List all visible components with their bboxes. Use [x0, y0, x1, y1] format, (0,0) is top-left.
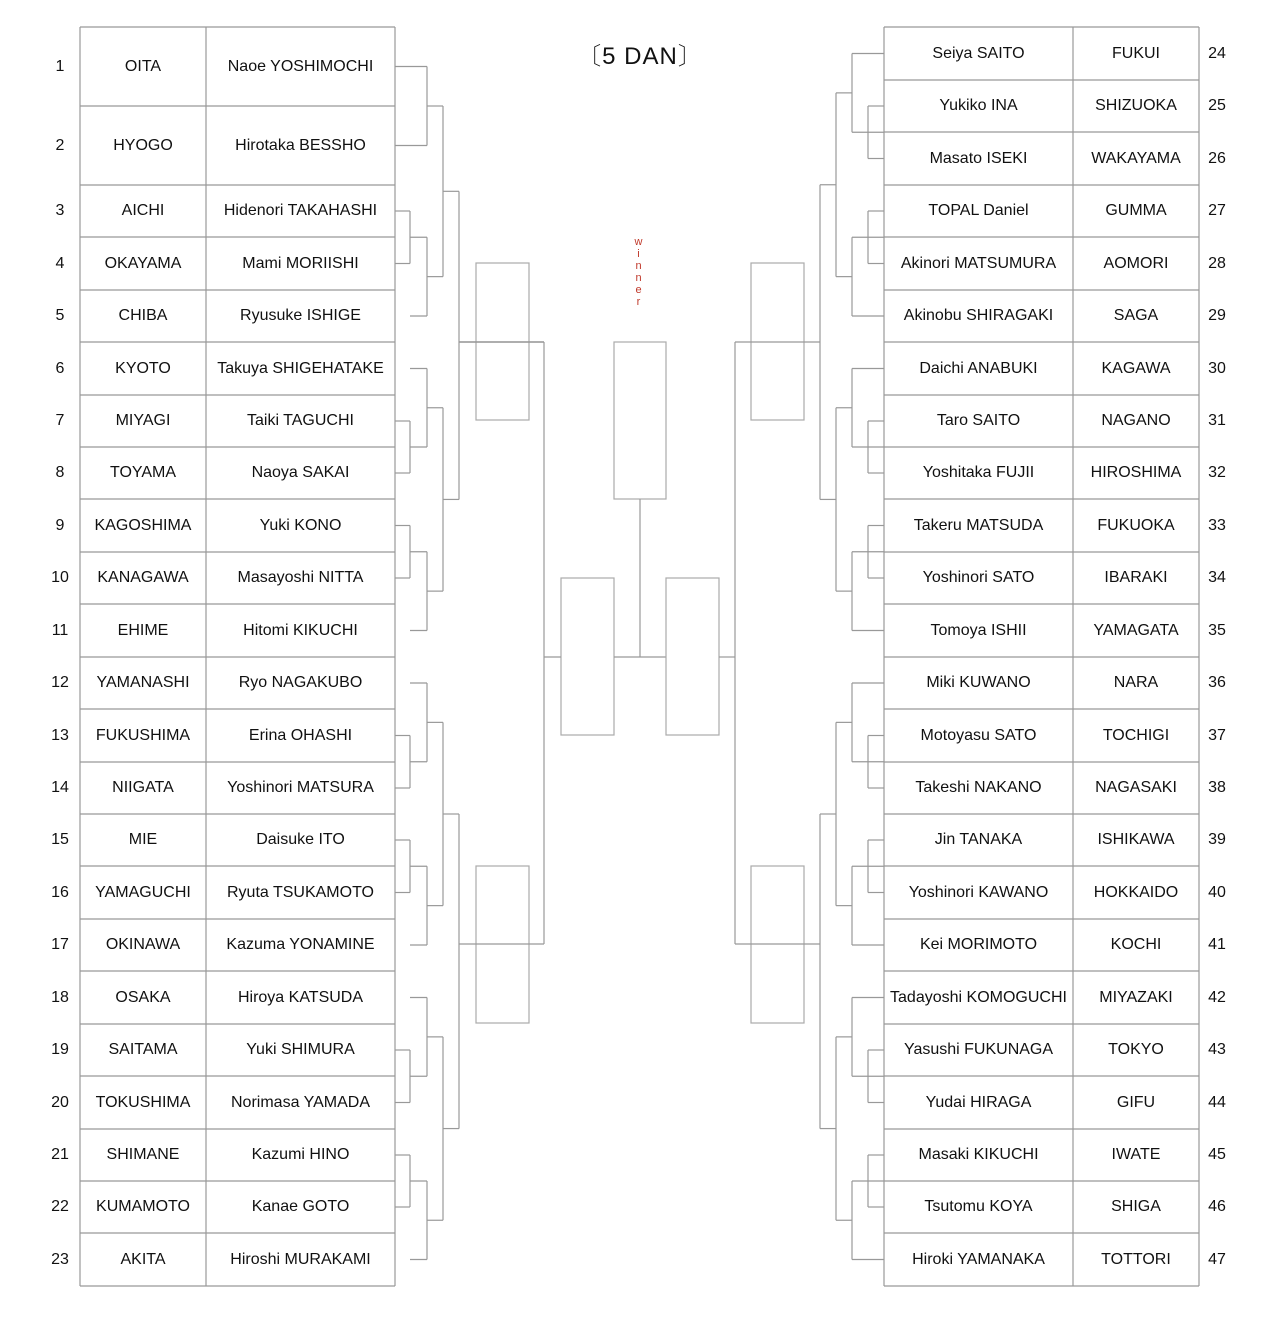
- player-name-cell: Hirotaka BESSHO: [235, 136, 366, 154]
- seed-number: 24: [1208, 44, 1226, 62]
- prefecture-cell: TOYAMA: [109, 464, 177, 481]
- player-name-cell: Masayoshi NITTA: [237, 569, 364, 586]
- player-name-cell: Taro SAITO: [936, 412, 1021, 429]
- seed-number: 1: [55, 57, 65, 75]
- seed-number: 29: [1208, 307, 1226, 324]
- prefecture-cell: OKINAWA: [105, 936, 181, 953]
- seed-number: 31: [1208, 412, 1226, 429]
- seed-number: 11: [51, 621, 69, 639]
- seed-number: 20: [51, 1093, 69, 1111]
- player-name-cell: Tsutomu KOYA: [924, 1198, 1033, 1215]
- player-name-cell: Mami MORIISHI: [242, 254, 359, 272]
- player-name-cell: Ryo NAGAKUBO: [238, 674, 363, 691]
- seed-number: 22: [51, 1198, 69, 1215]
- prefecture-cell: KANAGAWA: [97, 569, 189, 586]
- seed-number: 40: [1208, 883, 1226, 901]
- seed-number: 15: [51, 831, 69, 848]
- prefecture-cell: SHIZUOKA: [1095, 97, 1177, 114]
- player-name-cell: Hitomi KIKUCHI: [243, 621, 358, 639]
- seed-number: 23: [51, 1250, 69, 1268]
- seed-number: 30: [1208, 359, 1226, 377]
- prefecture-cell: NARA: [1113, 674, 1159, 691]
- seed-number: 32: [1208, 464, 1226, 481]
- player-name-cell: Takeshi NAKANO: [915, 779, 1042, 796]
- seed-number: 37: [1208, 726, 1226, 744]
- player-name-cell: Hidenori TAKAHASHI: [223, 202, 378, 219]
- prefecture-cell: KAGOSHIMA: [94, 516, 192, 534]
- prefecture-cell: YAMAGUCHI: [95, 883, 191, 901]
- player-name-cell: Norimasa YAMADA: [231, 1093, 370, 1111]
- seed-number: 42: [1208, 988, 1226, 1006]
- seed-number: 21: [51, 1146, 69, 1163]
- prefecture-cell: NIIGATA: [112, 779, 174, 796]
- player-name-cell: Ryusuke ISHIGE: [240, 307, 361, 324]
- player-name-cell: Yukiko INA: [939, 97, 1018, 114]
- prefecture-cell: MIYAZAKI: [1099, 988, 1173, 1006]
- player-name-cell: Kazumi HINO: [251, 1146, 350, 1163]
- player-name-cell: Tadayoshi KOMOGUCHI: [890, 988, 1067, 1006]
- player-name-cell: Takeru MATSUDA: [913, 516, 1044, 534]
- player-name-cell: Yuki SHIMURA: [246, 1041, 355, 1058]
- seed-number: 43: [1208, 1041, 1226, 1058]
- seed-number: 27: [1208, 202, 1226, 219]
- player-name-cell: Hiroya KATSUDA: [237, 988, 364, 1006]
- seed-number: 10: [51, 569, 69, 586]
- seed-number: 18: [51, 988, 69, 1006]
- seed-number: 17: [51, 936, 69, 953]
- prefecture-cell: KOCHI: [1110, 936, 1162, 953]
- match-box-left-semifinal: [561, 578, 614, 735]
- seed-number: 8: [55, 464, 65, 481]
- prefecture-cell: TOCHIGI: [1102, 726, 1170, 744]
- prefecture-cell: IWATE: [1111, 1146, 1161, 1163]
- seed-number: 2: [55, 136, 65, 154]
- page-title: 〔5 DAN〕: [577, 43, 703, 70]
- seed-number: 7: [55, 412, 65, 429]
- seed-number: 28: [1208, 254, 1226, 272]
- prefecture-cell: HOKKAIDO: [1093, 883, 1179, 901]
- prefecture-cell: TOKYO: [1108, 1041, 1164, 1058]
- player-name-cell: Seiya SAITO: [932, 44, 1025, 62]
- player-name-cell: Masaki KIKUCHI: [918, 1146, 1039, 1163]
- prefecture-cell: HIROSHIMA: [1090, 464, 1182, 481]
- match-box-right-semifinal: [666, 578, 719, 735]
- seed-number: 41: [1208, 936, 1226, 953]
- seed-number: 47: [1208, 1250, 1226, 1268]
- prefecture-cell: IBARAKI: [1104, 569, 1168, 586]
- prefecture-cell: WAKAYAMA: [1091, 149, 1181, 167]
- seed-number: 12: [51, 674, 69, 691]
- seed-number: 25: [1208, 97, 1226, 114]
- prefecture-cell: HYOGO: [113, 136, 173, 154]
- prefecture-cell: FUKUOKA: [1097, 516, 1175, 534]
- seed-number: 6: [55, 359, 65, 377]
- prefecture-cell: KYOTO: [115, 359, 171, 377]
- seed-number: 13: [51, 726, 69, 744]
- winner-label-text: winner: [632, 236, 645, 308]
- seed-number: 45: [1208, 1146, 1226, 1163]
- prefecture-cell: GUMMA: [1105, 202, 1167, 219]
- seed-number: 33: [1208, 516, 1226, 534]
- prefecture-cell: AOMORI: [1103, 254, 1169, 272]
- player-name-cell: Yoshitaka FUJII: [922, 464, 1035, 481]
- prefecture-cell: MIYAGI: [115, 412, 171, 429]
- seed-number: 34: [1208, 569, 1226, 586]
- prefecture-cell: SHIGA: [1111, 1198, 1161, 1215]
- prefecture-cell: OKAYAMA: [104, 254, 182, 272]
- player-name-cell: Yoshinori MATSURA: [227, 779, 374, 796]
- seed-number: 4: [55, 254, 65, 272]
- player-name-cell: TOPAL Daniel: [928, 202, 1029, 219]
- prefecture-cell: EHIME: [117, 621, 169, 639]
- player-name-cell: Ryuta TSUKAMOTO: [227, 883, 374, 901]
- player-name-cell: Takuya SHIGEHATAKE: [217, 359, 384, 377]
- prefecture-cell: NAGANO: [1101, 412, 1171, 429]
- player-name-cell: Hiroki YAMANAKA: [912, 1250, 1045, 1268]
- player-name-cell: Miki KUWANO: [926, 674, 1031, 691]
- player-name-cell: Yoshinori SATO: [922, 569, 1035, 586]
- prefecture-cell: SHIMANE: [106, 1146, 180, 1163]
- player-name-cell: Taiki TAGUCHI: [247, 412, 354, 429]
- player-name-cell: Daichi ANABUKI: [919, 359, 1038, 377]
- prefecture-cell: TOKUSHIMA: [95, 1093, 191, 1111]
- match-box-final: [614, 342, 666, 499]
- seed-number: 9: [55, 516, 65, 534]
- seed-number: 36: [1208, 674, 1226, 691]
- player-name-cell: Tomoya ISHII: [930, 621, 1027, 639]
- prefecture-cell: FUKUSHIMA: [95, 726, 191, 744]
- seed-number: 26: [1208, 149, 1226, 167]
- player-name-cell: Erina OHASHI: [248, 726, 353, 744]
- prefecture-cell: AICHI: [121, 202, 165, 219]
- player-name-cell: Hiroshi MURAKAMI: [230, 1250, 371, 1268]
- seed-number: 14: [51, 779, 69, 796]
- player-name-cell: Jin TANAKA: [934, 831, 1023, 848]
- prefecture-cell: NAGASAKI: [1095, 779, 1177, 796]
- player-name-cell: Daisuke ITO: [256, 831, 345, 848]
- player-name-cell: Akinobu SHIRAGAKI: [903, 307, 1054, 324]
- player-name-cell: Motoyasu SATO: [920, 726, 1037, 744]
- player-name-cell: Kanae GOTO: [251, 1198, 350, 1215]
- player-name-cell: Naoya SAKAI: [251, 464, 350, 481]
- prefecture-cell: AKITA: [120, 1250, 166, 1268]
- prefecture-cell: YAMAGATA: [1093, 621, 1179, 639]
- player-name-cell: Akinori MATSUMURA: [900, 254, 1057, 272]
- player-name-cell: Yasushi FUKUNAGA: [903, 1041, 1054, 1058]
- player-name-cell: Masato ISEKI: [929, 149, 1028, 167]
- prefecture-cell: TOTTORI: [1101, 1250, 1171, 1268]
- prefecture-cell: YAMANASHI: [96, 674, 190, 691]
- seed-number: 38: [1208, 779, 1226, 796]
- player-name-cell: Naoe YOSHIMOCHI: [227, 57, 374, 75]
- prefecture-cell: FUKUI: [1112, 44, 1160, 62]
- player-name-cell: Yoshinori KAWANO: [908, 883, 1049, 901]
- seed-number: 35: [1208, 621, 1226, 639]
- prefecture-cell: SAGA: [1113, 307, 1159, 324]
- prefecture-cell: OSAKA: [115, 988, 171, 1006]
- seed-number: 19: [51, 1041, 69, 1058]
- player-name-cell: Yudai HIRAGA: [925, 1093, 1032, 1111]
- prefecture-cell: MIE: [128, 831, 158, 848]
- prefecture-cell: CHIBA: [118, 307, 168, 324]
- seed-number: 16: [51, 883, 69, 901]
- prefecture-cell: GIFU: [1116, 1093, 1156, 1111]
- prefecture-cell: SAITAMA: [108, 1041, 178, 1058]
- prefecture-cell: KUMAMOTO: [96, 1198, 190, 1215]
- seed-number: 5: [55, 307, 65, 324]
- seed-number: 46: [1208, 1198, 1226, 1215]
- player-name-cell: Yuki KONO: [259, 516, 342, 534]
- seed-number: 3: [55, 202, 65, 219]
- player-name-cell: Kei MORIMOTO: [919, 936, 1038, 953]
- prefecture-cell: KAGAWA: [1101, 359, 1171, 377]
- seed-number: 39: [1208, 831, 1226, 848]
- player-name-cell: Kazuma YONAMINE: [226, 936, 375, 953]
- seed-number: 44: [1208, 1093, 1226, 1111]
- prefecture-cell: ISHIKAWA: [1097, 831, 1175, 848]
- prefecture-cell: OITA: [124, 57, 162, 75]
